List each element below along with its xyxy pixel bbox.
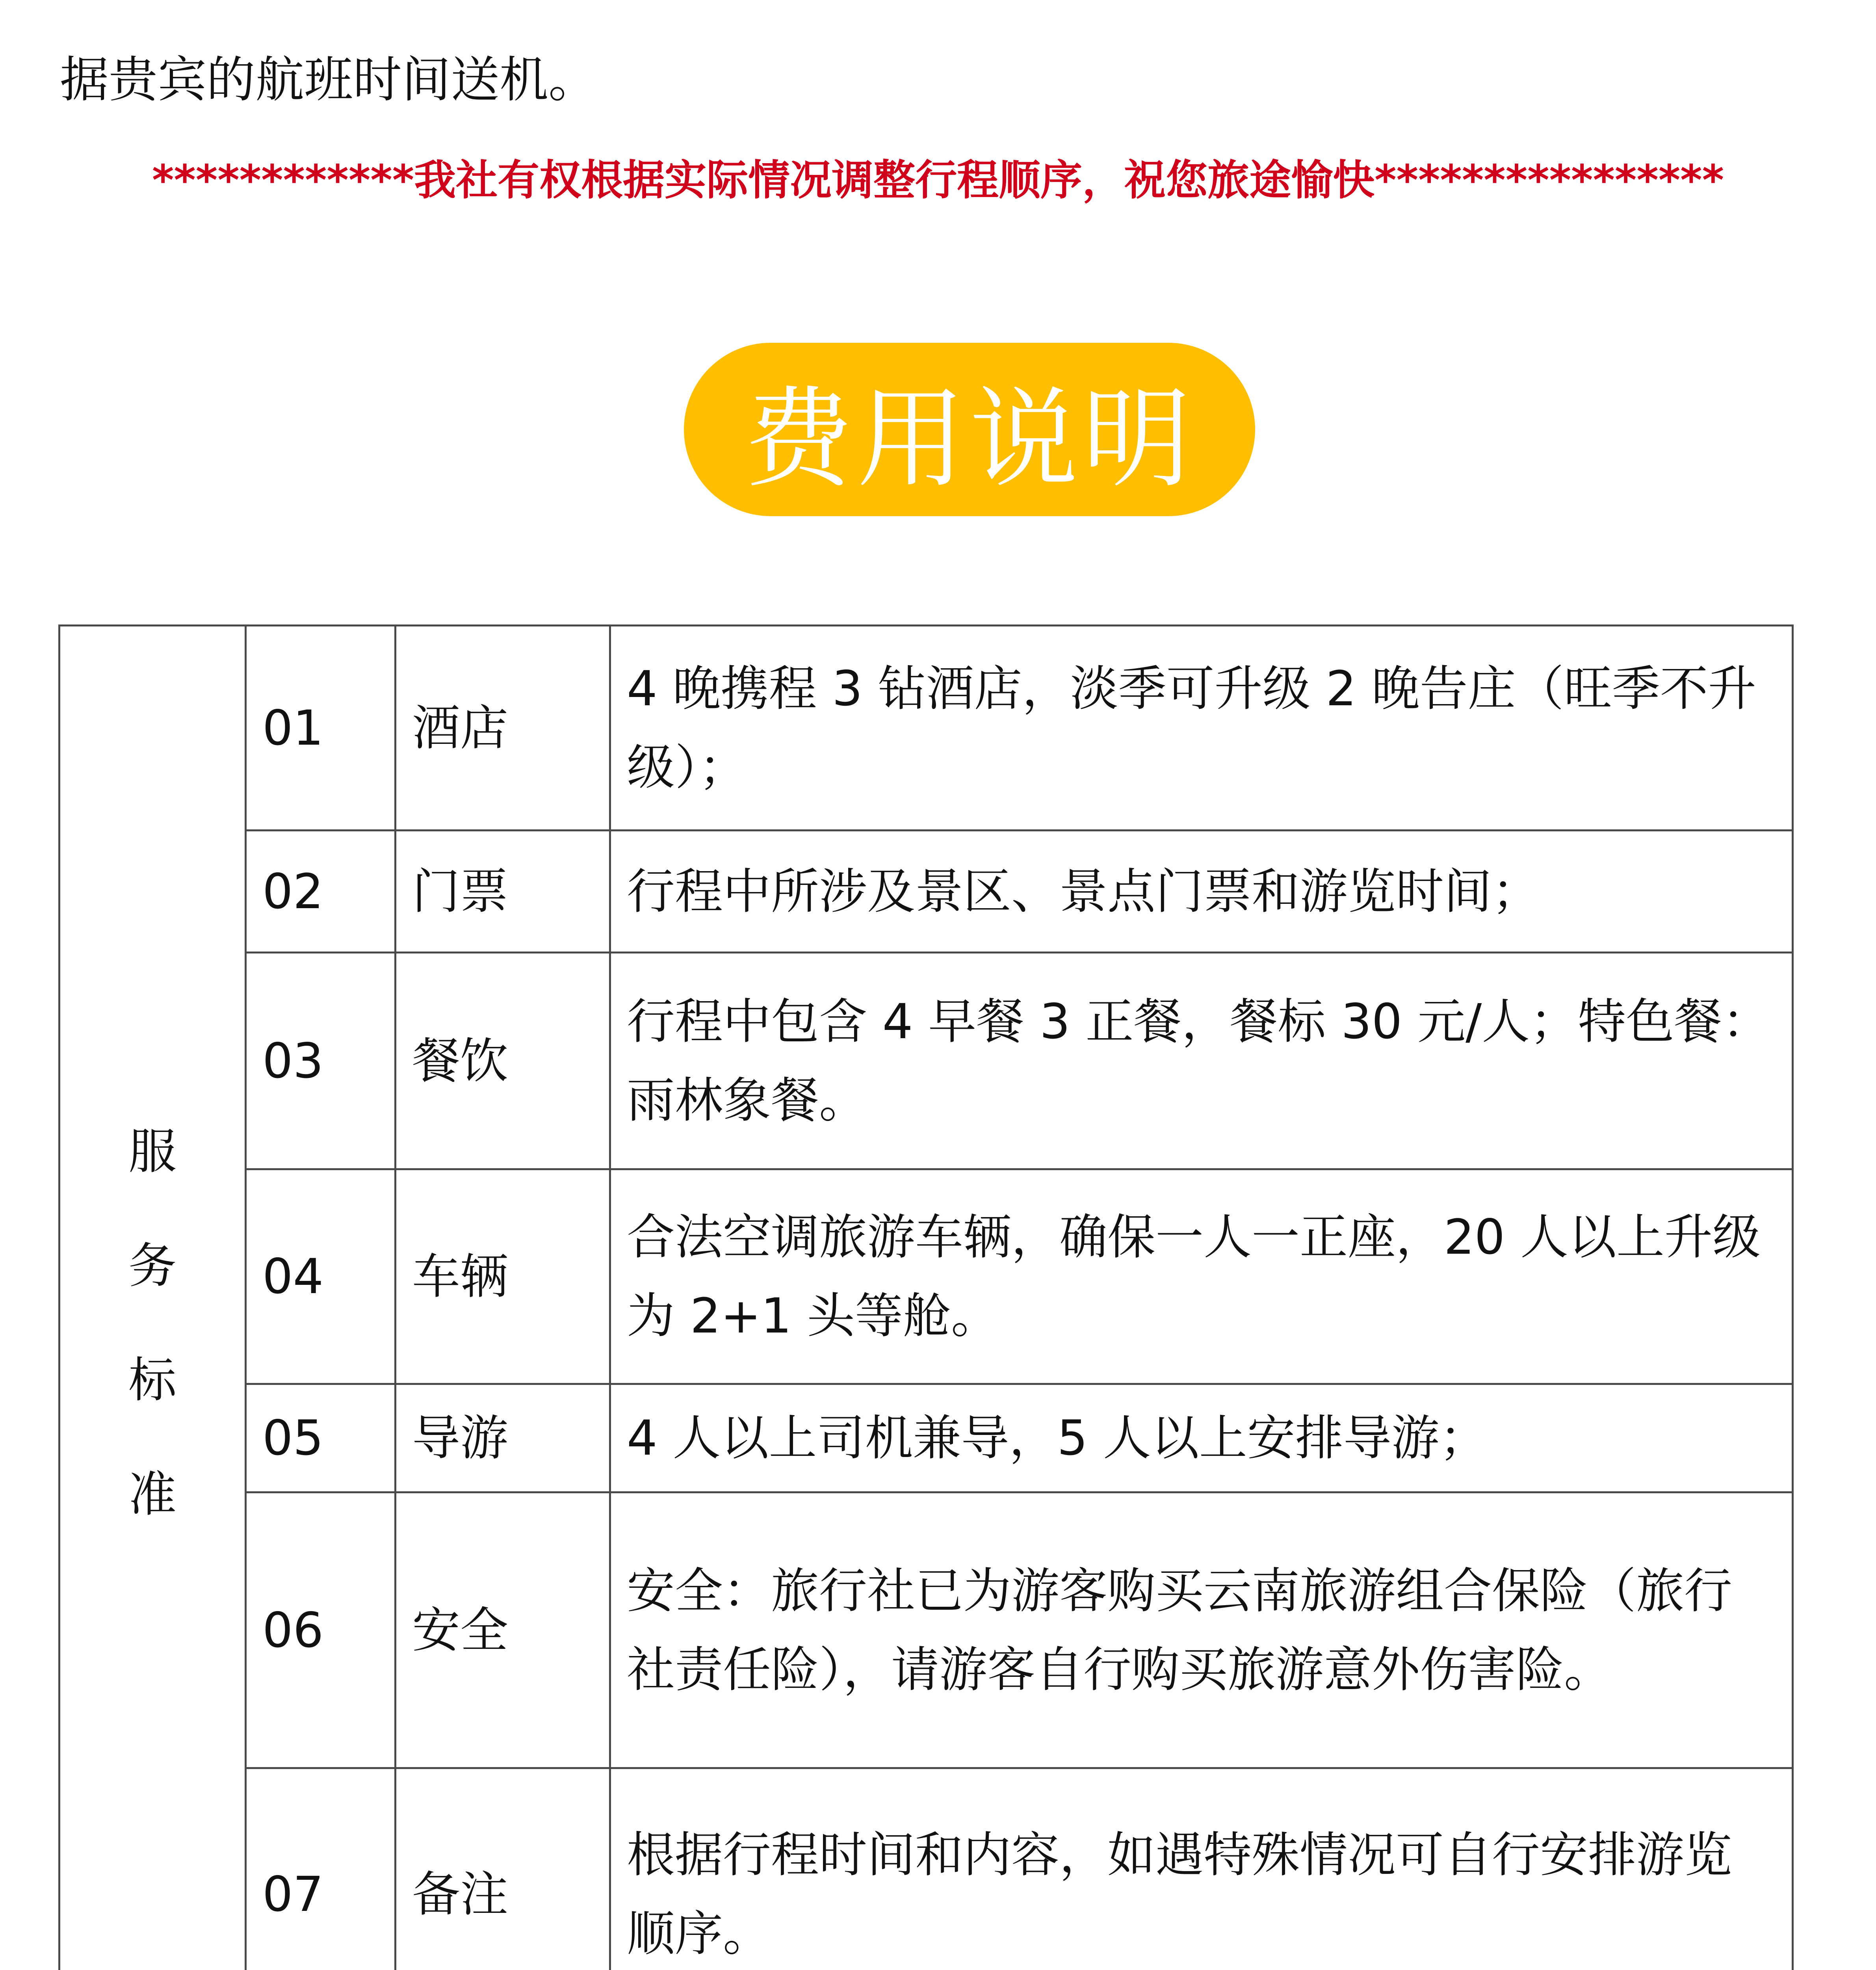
service-row-item: 安全 (396, 1492, 610, 1768)
service-row-num: 01 (246, 626, 396, 831)
service-row-item: 车辆 (396, 1169, 610, 1384)
service-row-item: 餐饮 (396, 953, 610, 1169)
service-row-num: 07 (246, 1768, 396, 1970)
service-row (59, 953, 1793, 1169)
service-row-item: 门票 (396, 831, 610, 953)
service-row (59, 1384, 1793, 1492)
service-standard-label: 服务标准 (128, 1123, 176, 1522)
fee-banner (684, 343, 1255, 516)
service-row-num: 04 (246, 1169, 396, 1384)
service-row-num: 03 (246, 953, 396, 1169)
service-row-desc: 安全：旅行社已为游客购买云南旅游组合保险（旅行社责任险），请游客自行购买旅游意外伤害险。 (610, 1492, 1793, 1768)
service-row-desc: 行程中包含 4 早餐 3 正餐，餐标 30 元/人；特色餐：雨林象餐。 (610, 953, 1793, 1169)
service-row-desc: 4 人以上司机兼导，5 人以上安排导游； (610, 1384, 1793, 1492)
service-row-num: 06 (246, 1492, 396, 1768)
service-row (59, 1492, 1793, 1768)
service-row-num: 02 (246, 831, 396, 953)
service-row-num: 05 (246, 1384, 396, 1492)
service-row-desc: 合法空调旅游车辆，确保一人一正座，20 人以上升级为 2+1 头等舱。 (610, 1169, 1793, 1384)
fee-table (58, 624, 1794, 1970)
service-row-desc: 根据行程时间和内容，如遇特殊情况可自行安排游览顺序。 (610, 1768, 1793, 1970)
itinerary-notice: ************我社有权根据实际情况调整行程顺序，祝您旅途愉快**************** (152, 156, 1724, 204)
service-row (59, 1768, 1793, 1970)
service-row (59, 626, 1793, 831)
service-row (59, 1169, 1793, 1384)
service-row-desc: 行程中所涉及景区、景点门票和游览时间； (610, 831, 1793, 953)
fee-banner-title: 费用说明 (744, 376, 1195, 503)
service-standard-section (59, 626, 246, 1970)
intro-text: 据贵宾的航班时间送机。 (60, 52, 598, 108)
service-row-item: 导游 (396, 1384, 610, 1492)
service-row (59, 831, 1793, 953)
service-row-item: 备注 (396, 1768, 610, 1970)
service-row-item: 酒店 (396, 626, 610, 831)
service-row-desc: 4 晚携程 3 钻酒店，淡季可升级 2 晚告庄（旺季不升级）； (610, 626, 1793, 831)
